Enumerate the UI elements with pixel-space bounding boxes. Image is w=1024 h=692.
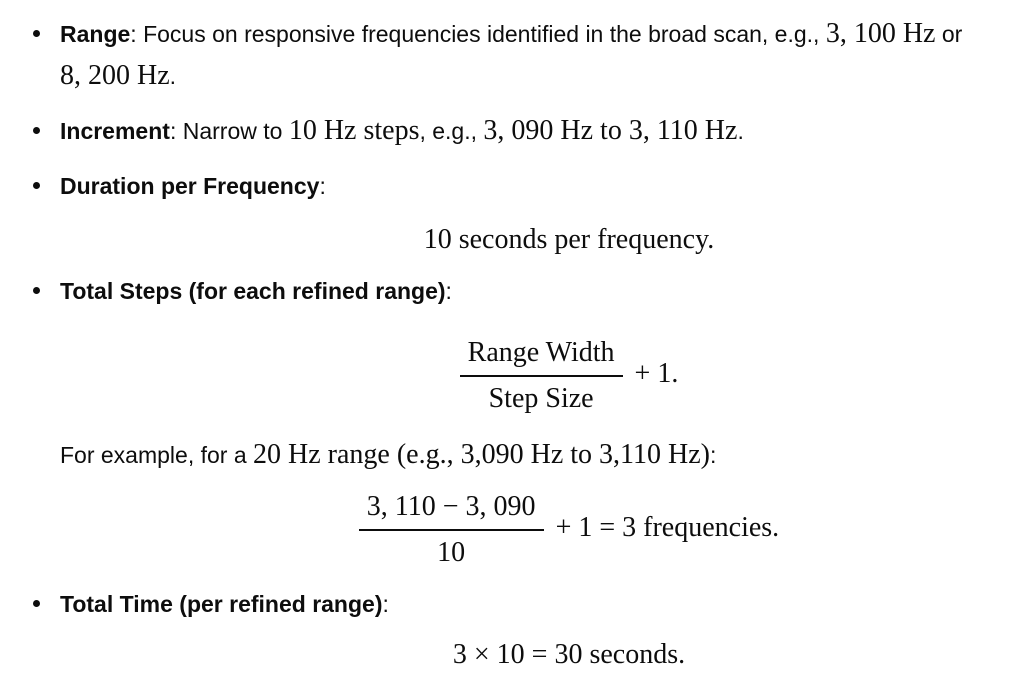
text-run: or: [935, 21, 963, 47]
fraction: [359, 490, 544, 570]
display-math-calculation: [92, 490, 1024, 570]
label-separator: :: [445, 278, 452, 304]
bullet-dot: [33, 30, 40, 37]
item-label: Total Time (per refined range): [60, 591, 383, 617]
inline-math: 3, 100 Hz: [825, 18, 936, 49]
fraction-numerator: Range Width: [460, 336, 623, 377]
list-item-total-steps: [0, 270, 1014, 570]
list-item-text: [60, 165, 1014, 257]
text-run: For example, for a: [60, 442, 254, 468]
list-item-text: [60, 270, 1014, 570]
text-run: :: [709, 442, 717, 468]
item-label: Duration per Frequency: [60, 173, 320, 199]
list-item-duration: [0, 165, 1014, 257]
formula-suffix: + 1.: [634, 358, 679, 390]
item-label: Total Steps (for each refined range): [60, 278, 446, 304]
display-math-duration: 10 seconds per frequency.: [423, 224, 715, 255]
fraction-numerator: 3, 110 − 3, 090: [359, 490, 544, 531]
item-label: Range: [60, 21, 131, 47]
display-math-total-time: 3 × 10 = 30 seconds.: [452, 639, 686, 670]
label-separator: :: [169, 118, 183, 144]
bullet-dot: [33, 182, 40, 189]
text-run: Narrow to: [182, 118, 289, 144]
label-separator: :: [130, 21, 144, 47]
text-run: , e.g.,: [419, 118, 484, 144]
label-separator: :: [382, 591, 389, 617]
text-run: Focus on responsive frequencies identified in the broad scan, e.g.,: [143, 21, 826, 47]
inline-math: 3, 090 Hz to 3, 110 Hz: [483, 115, 738, 146]
inline-math: 20 Hz range (e.g., 3,090 Hz to 3,110 Hz): [253, 439, 710, 470]
inline-math: 8, 200 Hz: [60, 60, 170, 91]
bullet-dot: [33, 287, 40, 294]
list-item-text: [60, 583, 1014, 672]
fraction: [460, 336, 623, 416]
list-item-total-time: [0, 583, 1014, 672]
fraction-denominator: 10: [437, 537, 466, 568]
list-item-increment: [0, 110, 1014, 152]
inline-math: 10 Hz steps: [288, 115, 420, 146]
bullet-dot: [33, 127, 40, 134]
display-math-formula: [92, 336, 1024, 416]
list-item-range: [0, 13, 1014, 97]
text-run: .: [737, 118, 744, 144]
formula-suffix: + 1 = 3 frequencies.: [555, 512, 780, 544]
label-separator: :: [319, 173, 326, 199]
fraction-denominator: Step Size: [488, 383, 594, 414]
text-run: .: [169, 63, 177, 89]
list-item-text: [60, 110, 1014, 152]
bullet-dot: [33, 600, 40, 607]
item-label: Increment: [60, 118, 170, 144]
list-item-text: [60, 13, 1014, 97]
example-paragraph: [60, 434, 1014, 476]
